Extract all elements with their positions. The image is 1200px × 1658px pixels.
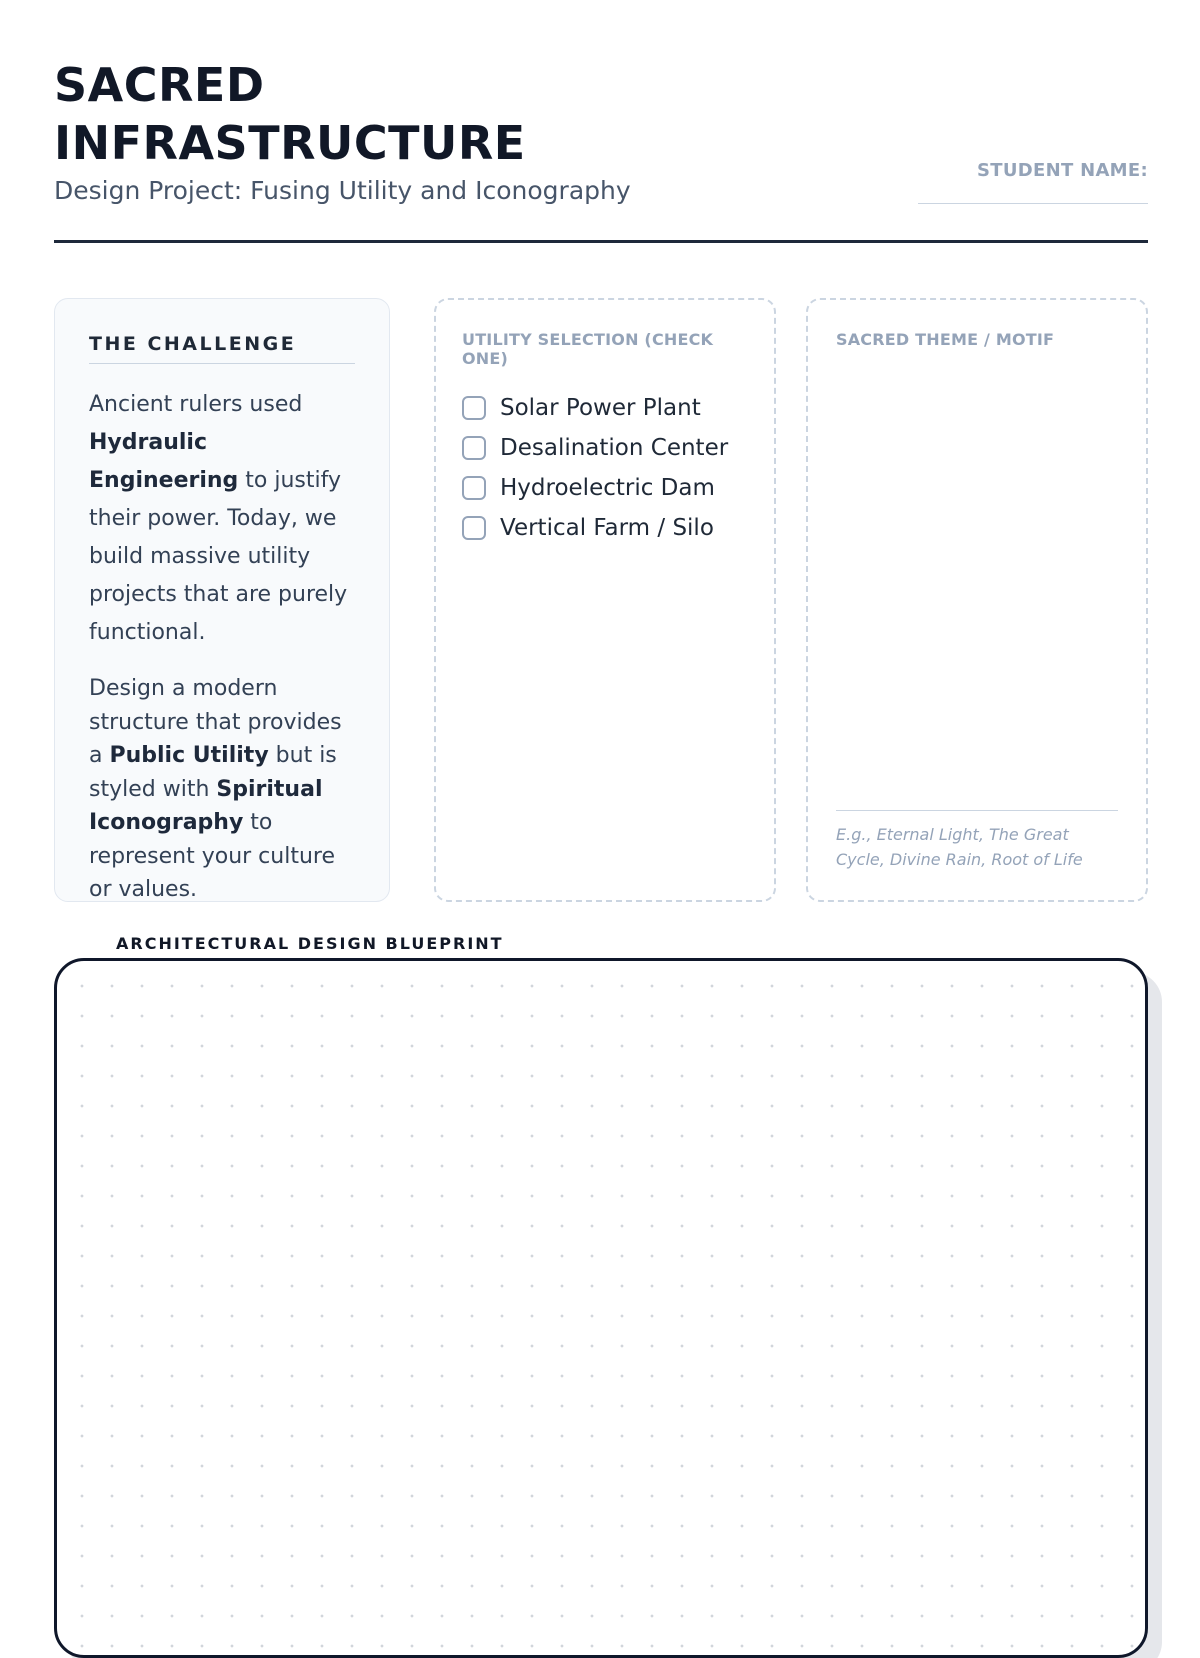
blueprint-label-text: ARCHITECTURAL DESIGN BLUEPRINT [116,934,504,953]
checkbox[interactable] [462,396,486,420]
checkbox[interactable] [462,436,486,460]
challenge-card [54,298,390,902]
challenge-text: to justify their power. Today, we build massive utility projects that are purely functional. [89,468,348,645]
sacred-theme-heading: SACRED THEME / MOTIF [836,330,1055,349]
utility-selection-box [434,298,776,902]
challenge-emphasis: Public Utility [109,743,269,768]
utility-option-desalination[interactable] [462,428,748,468]
title-line-1: SACRED [54,58,265,112]
utility-option-label: Vertical Farm / Silo [500,515,714,541]
sacred-theme-box[interactable] [806,298,1148,902]
header-divider [54,240,1148,243]
challenge-emphasis: Hydraulic Engineering [89,430,239,493]
student-name-field [918,160,1148,204]
challenge-heading: THE CHALLENGE [89,333,355,364]
utility-option-vertical-farm[interactable] [462,508,748,548]
challenge-text: Design a modern structure that provides a [89,676,342,768]
challenge-text: but is styled with [89,743,337,802]
student-name-input-line[interactable] [918,203,1148,204]
utility-options-list [462,388,748,548]
blueprint-drawing-area[interactable] [54,958,1148,1658]
page-subtitle: Design Project: Fusing Utility and Iconography [54,176,631,205]
challenge-emphasis: Spiritual Iconography [89,776,323,835]
challenge-paragraph-2 [89,672,355,907]
checkbox[interactable] [462,476,486,500]
utility-selection-heading: UTILITY SELECTION (CHECK ONE) [462,330,714,368]
utility-option-label: Hydroelectric Dam [500,475,715,501]
checkbox[interactable] [462,516,486,540]
student-name-label: STUDENT NAME: [976,160,1148,181]
utility-option-label: Solar Power Plant [500,395,701,421]
utility-option-solar[interactable] [462,388,748,428]
challenge-paragraph-1 [89,386,355,652]
worksheet-page [54,0,1148,1600]
page-title [54,56,694,172]
challenge-text: Ancient rulers used [89,392,303,417]
sacred-theme-input-line[interactable] [836,810,1118,811]
challenge-text: to represent your culture or values. [89,810,335,902]
utility-option-hydroelectric[interactable] [462,468,748,508]
utility-option-label: Desalination Center [500,435,729,461]
sacred-theme-hint: E.g., Eternal Light, The Great Cycle, Divine Rain, Root of Life [836,825,1083,869]
blueprint-label [116,934,504,954]
title-line-2: INFRASTRUCTURE [54,116,526,170]
